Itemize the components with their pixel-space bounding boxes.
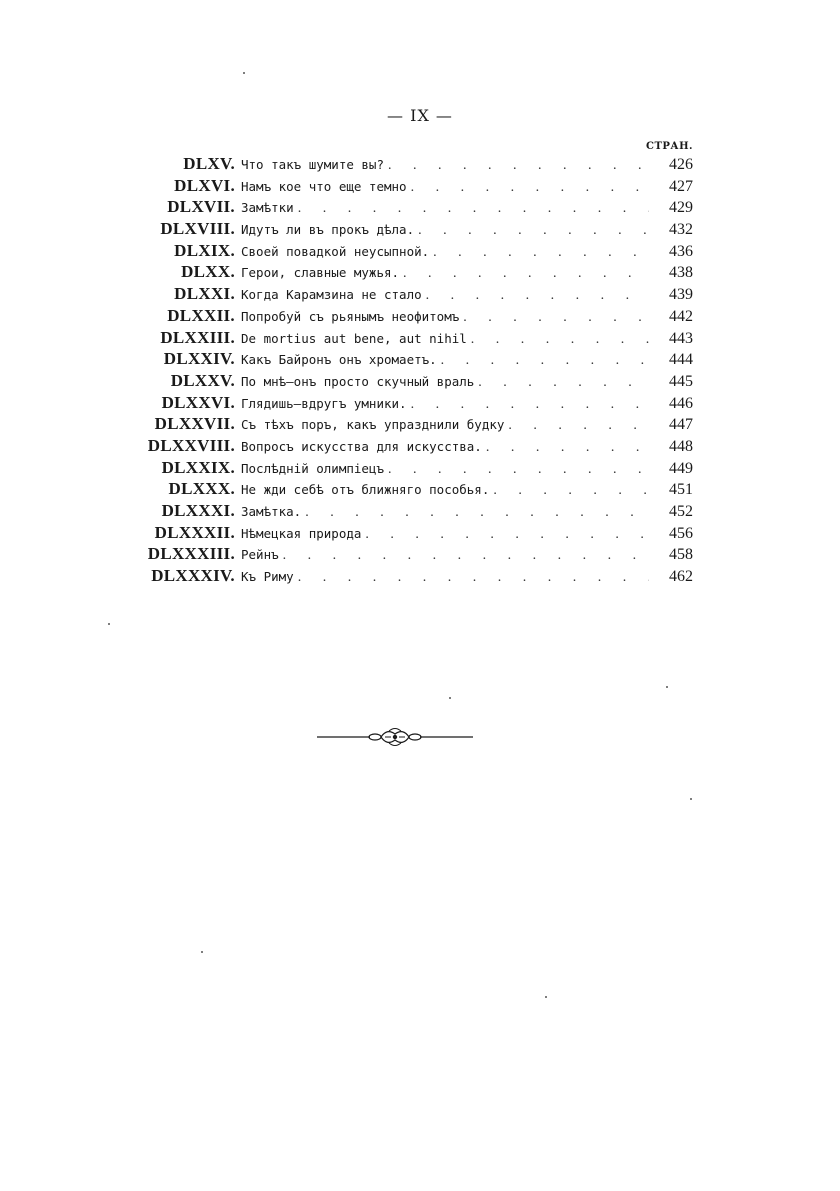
toc-page-number: 445 (669, 372, 693, 390)
toc-numeral: DLXXVI. (161, 392, 235, 412)
toc-title: Глядишь—вдругъ умники. (241, 395, 407, 411)
toc-row (130, 218, 693, 240)
toc-dot-leader (474, 372, 649, 394)
toc-row (130, 522, 693, 544)
toc-title: De mortius aut bene, aut nihil (241, 330, 467, 346)
paper-speck (243, 72, 245, 74)
toc-page-number: 446 (669, 394, 693, 412)
toc-page-number: 462 (669, 568, 693, 586)
toc-row (130, 283, 693, 305)
paper-speck (108, 623, 110, 625)
toc-page-number: 448 (669, 437, 693, 455)
toc-numeral: DLXVI. (174, 175, 235, 195)
toc-page-number: 442 (669, 307, 693, 325)
toc-page-number: 426 (669, 156, 693, 173)
toc-title: Нѣмецкая природа (241, 525, 362, 541)
toc-numeral: DLXIX. (174, 240, 235, 260)
toc-dot-leader (407, 394, 649, 416)
toc-page-number: 447 (669, 416, 693, 434)
toc-row (130, 305, 693, 327)
page-header: — IX — (387, 106, 453, 125)
toc-title: Что такъ шумите вы? (241, 157, 384, 172)
toc-numeral: DLXXII. (167, 305, 235, 325)
toc-row (130, 478, 693, 500)
paper-speck (690, 798, 692, 800)
toc-title: Замѣтка. (241, 504, 302, 519)
toc-title: Намъ кое что еще темно (241, 178, 407, 194)
toc-dot-leader (422, 285, 649, 307)
toc-row (130, 196, 693, 218)
toc-dot-leader (294, 198, 649, 220)
toc-title: Рейнъ (241, 547, 279, 563)
paper-speck (201, 951, 203, 953)
toc-row (130, 413, 693, 435)
toc-dot-leader (482, 437, 649, 459)
toc-numeral: DLXXX. (168, 479, 235, 499)
toc-page-number: 451 (669, 481, 693, 499)
toc-numeral: DLXXIX. (161, 457, 235, 477)
toc-title: По мнѣ—онъ просто скучный враль (241, 373, 475, 389)
toc-title: Къ Риму (241, 569, 294, 585)
toc-dot-leader (437, 350, 649, 372)
toc-numeral: DLXXVIII. (147, 435, 235, 455)
toc-row (130, 153, 693, 175)
toc-dot-leader (467, 329, 649, 351)
toc-page-number: 444 (669, 351, 693, 369)
toc-numeral: DLXXXI. (161, 501, 235, 520)
toc-title: Какъ Байронъ онъ хромаетъ. (241, 352, 437, 368)
toc-row (130, 543, 693, 565)
toc-page-number: 427 (669, 177, 693, 195)
toc-dot-leader (414, 220, 649, 242)
toc-page-number: 432 (669, 221, 693, 239)
toc-page-number: 429 (669, 199, 693, 217)
toc-title: Своей повадкой неусыпной. (241, 243, 430, 259)
toc-dot-leader (279, 545, 649, 567)
toc-row (130, 261, 693, 283)
toc-dot-leader (384, 459, 649, 481)
toc-title: Вопросъ искусства для искусства. (241, 438, 482, 454)
toc-page-number: 449 (669, 459, 693, 477)
toc-page-number: 436 (669, 242, 693, 260)
toc-row (130, 392, 693, 414)
toc-page-number: 438 (669, 264, 693, 282)
toc-dot-leader (407, 177, 649, 199)
toc-numeral: DLXXXIII. (147, 544, 235, 564)
page-column-header: СТРАН. (646, 141, 693, 152)
toc-row (130, 435, 693, 457)
toc-dot-leader (459, 307, 649, 329)
toc-page-number: 443 (669, 329, 693, 347)
toc-row (130, 565, 693, 587)
table-of-contents (130, 153, 693, 587)
toc-row (130, 240, 693, 262)
toc-numeral: DLXXIV. (163, 349, 235, 369)
toc-row (130, 500, 693, 522)
toc-row (130, 370, 693, 392)
toc-row (130, 348, 693, 370)
toc-page-number: 439 (669, 286, 693, 304)
toc-row (130, 175, 693, 197)
toc-row (130, 327, 693, 349)
paper-speck (666, 686, 668, 688)
toc-page-number: 456 (669, 524, 693, 542)
toc-title: Замѣтки (241, 200, 294, 216)
toc-title: Идутъ ли въ прокъ дѣла. (241, 222, 415, 238)
toc-dot-leader (504, 415, 649, 437)
toc-row (130, 457, 693, 479)
toc-numeral: DLXVII. (167, 197, 235, 217)
paper-speck (449, 697, 451, 699)
toc-dot-leader (361, 524, 649, 546)
toc-numeral: DLXXVII. (154, 414, 235, 434)
paper-speck (545, 996, 547, 998)
toc-page-number: 452 (669, 503, 693, 520)
toc-title: Когда Карамзина не стало (241, 287, 422, 303)
toc-title: Послѣднiй олимпiецъ (241, 460, 384, 476)
toc-numeral: DLXXV. (170, 370, 235, 390)
toc-dot-leader (301, 502, 649, 524)
toc-numeral: DLXXXII. (154, 522, 235, 542)
fleuron-rule-icon (315, 722, 475, 752)
toc-dot-leader (489, 480, 649, 502)
toc-numeral: DLXXIII. (160, 327, 235, 347)
toc-title: Съ тѣхъ поръ, какъ упразднили будку (241, 417, 505, 433)
toc-numeral: DLXX. (181, 262, 235, 282)
toc-dot-leader (384, 155, 649, 177)
toc-numeral: DLXV. (183, 154, 235, 173)
toc-title: Герои, славные мужья. (241, 265, 400, 281)
toc-page-number: 458 (669, 546, 693, 564)
toc-dot-leader (429, 242, 649, 264)
toc-dot-leader (399, 263, 649, 285)
toc-numeral: DLXXI. (174, 284, 235, 304)
toc-numeral: DLXXXIV. (151, 566, 235, 586)
toc-title: Не жди себѣ отъ ближняго пособья. (241, 482, 490, 498)
toc-dot-leader (294, 567, 649, 589)
toc-title: Попробуй съ рьянымъ неофитомъ (241, 308, 460, 324)
toc-numeral: DLXVIII. (160, 219, 235, 239)
